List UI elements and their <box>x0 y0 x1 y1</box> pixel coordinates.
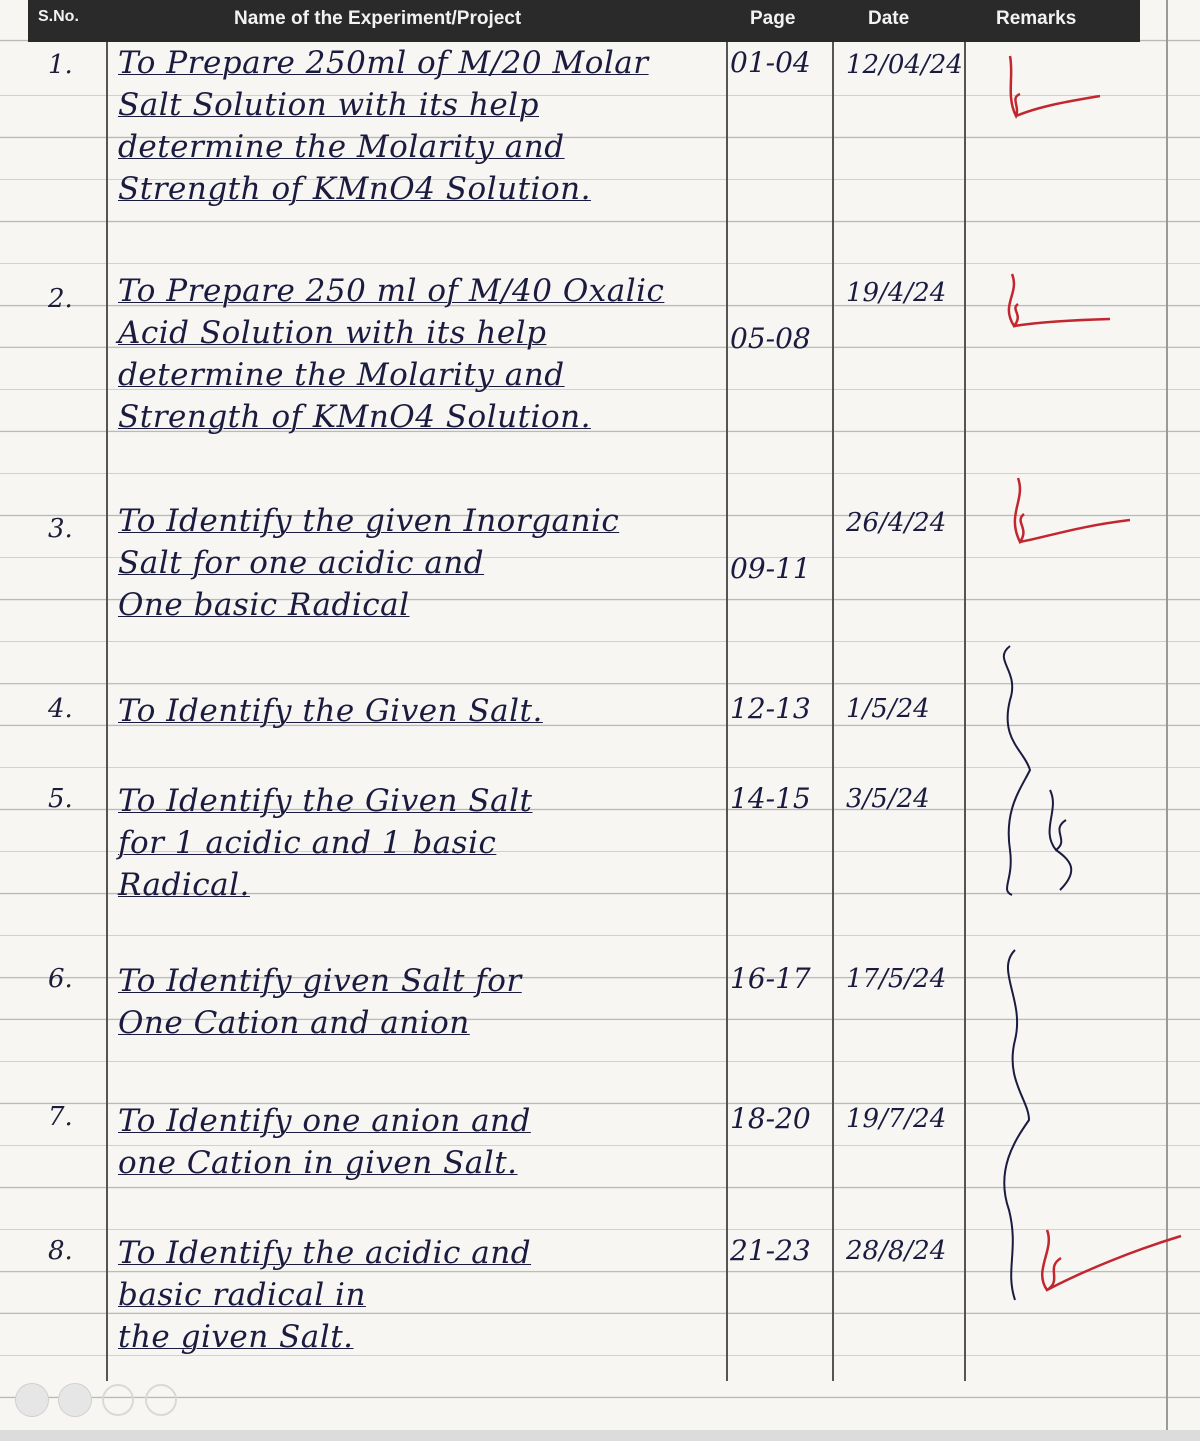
row-sno: 8. <box>48 1236 73 1266</box>
row-sno: 2. <box>48 284 73 314</box>
header-sno: S.No. <box>38 8 79 25</box>
header-name: Name of the Experiment/Project <box>234 8 522 29</box>
title-line: the given Salt. <box>118 1319 354 1355</box>
title-line: To Identify the Given Salt. <box>118 693 543 729</box>
title-line: One basic Radical <box>118 587 410 623</box>
row-sno: 5. <box>48 784 73 814</box>
row-date: 1/5/24 <box>846 694 930 724</box>
row-sno: 6. <box>48 964 73 994</box>
row-title <box>118 500 728 626</box>
dot-indicator <box>16 1384 48 1416</box>
signature-icon <box>980 46 1130 136</box>
header-page: Page <box>750 8 796 29</box>
title-line: one Cation in given Salt. <box>118 1145 518 1181</box>
title-line: To Identify one anion and <box>118 1103 531 1139</box>
bottom-edge <box>0 1430 1200 1441</box>
title-line: basic radical in <box>118 1277 366 1313</box>
row-title <box>118 690 728 732</box>
title-line: Strength of KMnO4 Solution. <box>118 399 591 435</box>
pagination-dots <box>16 1384 183 1416</box>
signature-icon <box>980 470 1130 560</box>
row-page: 14-15 <box>730 782 811 815</box>
title-line: Salt for one acidic and <box>118 545 485 581</box>
table-header <box>28 0 1140 42</box>
title-line: To Identify given Salt for <box>118 963 522 999</box>
title-line: Strength of KMnO4 Solution. <box>118 171 591 207</box>
row-sno: 7. <box>48 1102 73 1132</box>
title-line: determine the Molarity and <box>118 129 565 165</box>
column-divider <box>832 42 834 1381</box>
row-title <box>118 42 728 210</box>
row-sno: 1. <box>48 50 73 80</box>
row-date: 19/4/24 <box>846 278 947 308</box>
row-sno: 3. <box>48 514 73 544</box>
signature-icon <box>990 640 1100 900</box>
title-line: One Cation and anion <box>118 1005 470 1041</box>
dot-indicator <box>102 1384 134 1416</box>
row-page: 18-20 <box>730 1102 811 1135</box>
row-date: 12/04/24 <box>846 50 963 80</box>
title-line: Radical. <box>118 867 250 903</box>
row-page: 16-17 <box>730 962 811 995</box>
dot-indicator <box>145 1384 177 1416</box>
title-line: for 1 acidic and 1 basic <box>118 825 497 861</box>
dot-indicator <box>59 1384 91 1416</box>
title-line: determine the Molarity and <box>118 357 565 393</box>
row-title <box>118 780 728 906</box>
row-page: 05-08 <box>730 322 811 355</box>
row-date: 26/4/24 <box>846 508 947 538</box>
title-line: To Prepare 250ml of M/20 Molar <box>118 45 649 81</box>
header-remarks: Remarks <box>996 8 1077 29</box>
signature-icon <box>985 940 1185 1320</box>
row-date: 19/7/24 <box>846 1104 947 1134</box>
header-date: Date <box>868 8 910 29</box>
title-line: To Identify the given Inorganic <box>118 503 620 539</box>
column-divider <box>964 42 966 1381</box>
title-line: Salt Solution with its help <box>118 87 540 123</box>
row-title <box>118 1100 728 1184</box>
column-divider <box>106 42 108 1381</box>
row-title <box>118 960 728 1044</box>
row-page: 21-23 <box>730 1234 811 1267</box>
title-line: Acid Solution with its help <box>118 315 547 351</box>
signature-icon <box>980 264 1130 354</box>
title-line: To Prepare 250 ml of M/40 Oxalic <box>118 273 665 309</box>
row-page: 12-13 <box>730 692 811 725</box>
row-date: 28/8/24 <box>846 1236 947 1266</box>
row-page: 01-04 <box>730 46 811 79</box>
row-title <box>118 270 728 438</box>
row-title <box>118 1232 728 1358</box>
row-sno: 4. <box>48 694 73 724</box>
row-page: 09-11 <box>730 552 811 585</box>
row-date: 3/5/24 <box>846 784 930 814</box>
row-date: 17/5/24 <box>846 964 947 994</box>
title-line: To Identify the Given Salt <box>118 783 533 819</box>
title-line: To Identify the acidic and <box>118 1235 532 1271</box>
